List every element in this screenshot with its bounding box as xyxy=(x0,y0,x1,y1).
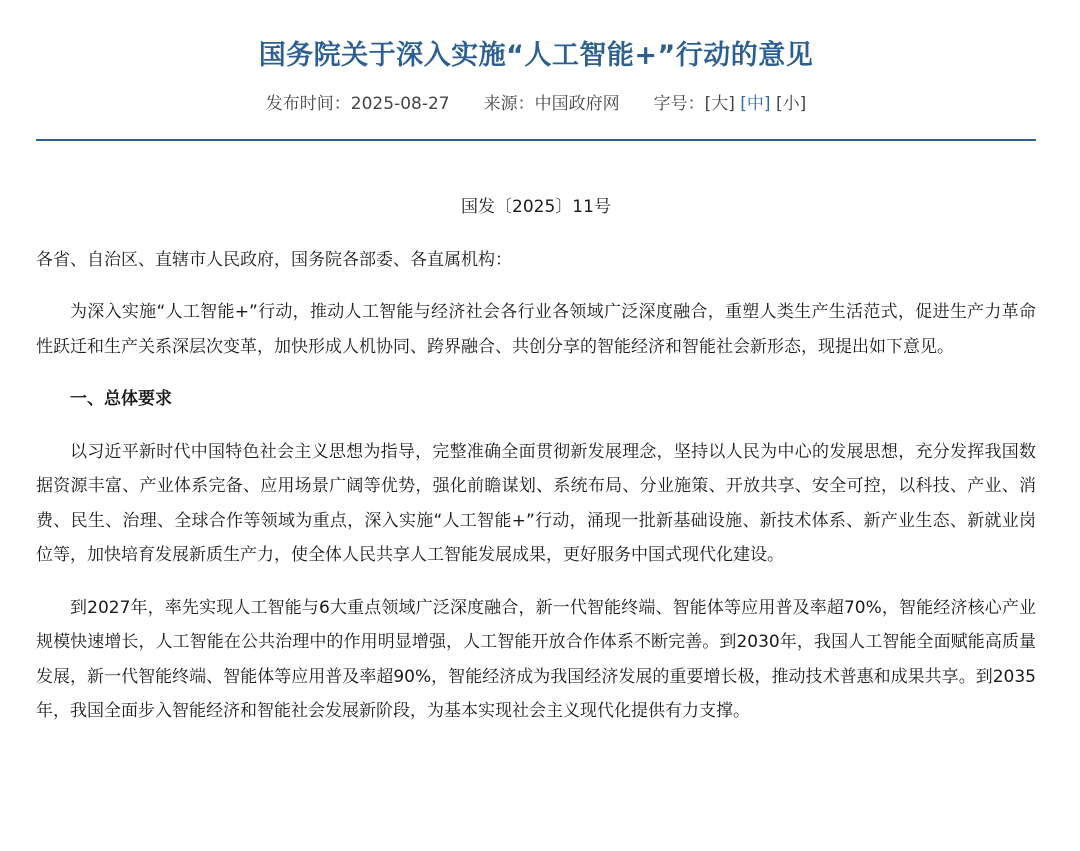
font-size-small-link[interactable]: [小] xyxy=(775,94,807,114)
font-size-label: 字号： xyxy=(653,94,705,114)
publish-label: 发布时间： xyxy=(265,94,351,114)
intro-paragraph: 为深入实施“人工智能+”行动，推动人工智能与经济社会各行业各领域广泛深度融合，重塑人类生产生活范式，促进生产力革命性跃迁和生产关系深层次变革，加快形成人机协同、跨界融合、共创分享的智能经济和智能社会新形态，现提出如下意见。 xyxy=(36,302,1036,357)
article-page xyxy=(36,0,1036,729)
source-label: 来源： xyxy=(483,94,535,114)
document-number: 国发〔2025〕11号 xyxy=(461,197,611,217)
font-size-medium-link[interactable]: [中] xyxy=(740,94,771,114)
addressee-line: 各省、自治区、直辖市人民政府，国务院各部委、各直属机构： xyxy=(36,249,512,270)
body-paragraph: 到2027年，率先实现人工智能与6大重点领域广泛深度融合，新一代智能终端、智能体等应用普及率超70%，智能经济核心产业规模快速增长，人工智能在公共治理中的作用明显增强，人工智能开放合作体系不断完善。到2030年，我国人工智能全面赋能高质量发展，新一代智能终端、智能体等应用普及率超90%，智能经济成为我国经济发展的重要增长极，推动技术普惠和成果共享。到2035年，我国全面步入智能经济和智能社会发展新阶段，为基本实现社会主义现代化提供有力支撑。 xyxy=(36,597,1036,721)
article-body xyxy=(36,190,1036,729)
source-value: 中国政府网 xyxy=(534,94,620,114)
publish-date: 2025-08-27 xyxy=(350,94,450,114)
title-divider xyxy=(36,139,1036,141)
article-meta xyxy=(36,91,1036,117)
font-size-large-link[interactable]: [大] xyxy=(704,94,735,114)
article-title: 国务院关于深入实施“人工智能+”行动的意见 xyxy=(258,40,814,71)
section-heading: 一、总体要求 xyxy=(70,389,172,409)
body-paragraph: 以习近平新时代中国特色社会主义思想为指导，完整准确全面贯彻新发展理念，坚持以人民为中心的发展思想，充分发挥我国数据资源丰富、产业体系完备、应用场景广阔等优势，强化前瞻谋划、系统布局、分业施策、开放共享、安全可控，以科技、产业、消费、民生、治理、全球合作等领域为重点，深入实施“人工智能+”行动，涌现一批新基础设施、新技术体系、新产业生态、新就业岗位等，加快培育发展新质生产力，使全体人民共享人工智能发展成果，更好服务中国式现代化建设。 xyxy=(36,441,1036,565)
